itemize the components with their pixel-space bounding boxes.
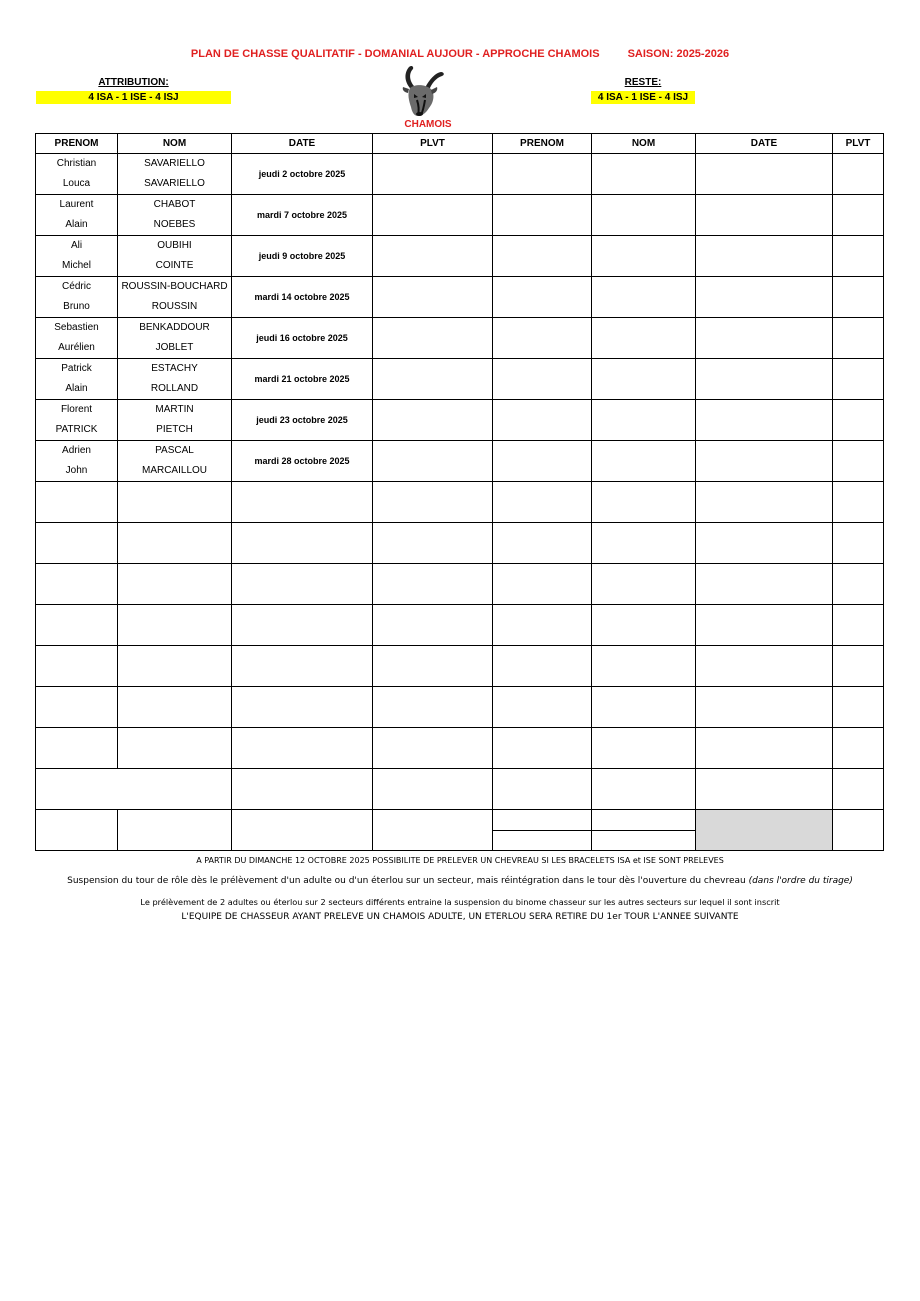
- prenom-2: Alain: [65, 219, 88, 230]
- suspension-italic: (dans l'ordre du tirage): [748, 876, 853, 886]
- prenom-2: Louca: [62, 178, 91, 189]
- empty-cell: [592, 195, 696, 236]
- prenom-1: Ali: [70, 240, 83, 251]
- empty-cell: [833, 400, 884, 441]
- empty-cell: [696, 154, 833, 195]
- prenom-1: Florent: [60, 404, 93, 415]
- prenom-cell: [36, 359, 118, 400]
- table-row: [36, 154, 884, 195]
- table-row: [36, 441, 884, 482]
- page-title: [0, 48, 920, 60]
- attribution-label: ATTRIBUTION:: [98, 77, 169, 88]
- empty-cell: [493, 277, 592, 318]
- suspension-text: Suspension du tour de rôle dès le prélèvement d'un adulte ou d'un éterlou sur un secteur, mais réintégration dans le tour dès l'ouverture du chevreau: [67, 876, 746, 886]
- prenom-1: Laurent: [59, 199, 94, 210]
- nom-1: ESTACHY: [151, 363, 198, 374]
- date-cell: jeudi 16 octobre 2025: [232, 318, 373, 359]
- empty-cell: [493, 318, 592, 359]
- chamois-label: CHAMOIS: [404, 119, 452, 130]
- nom-1: MARTIN: [155, 404, 194, 415]
- prenom-2: John: [65, 465, 88, 476]
- empty-row-merged: [36, 769, 884, 810]
- empty-cell: [833, 236, 884, 277]
- plvt-cell: [373, 359, 493, 400]
- table-row: [36, 195, 884, 236]
- nom-cell: [118, 441, 232, 482]
- prenom-1: Patrick: [61, 363, 92, 374]
- date-cell: jeudi 9 octobre 2025: [232, 236, 373, 277]
- empty-cell: [696, 318, 833, 359]
- prenom-cell: [36, 441, 118, 482]
- empty-cell: [592, 236, 696, 277]
- nom-2: SAVARIELLO: [144, 178, 205, 189]
- date-cell: mardi 28 octobre 2025: [232, 441, 373, 482]
- date-cell: jeudi 2 octobre 2025: [232, 154, 373, 195]
- empty-row-split: [36, 810, 884, 851]
- plvt-cell: [373, 318, 493, 359]
- nom-cell: [118, 195, 232, 236]
- empty-row: [36, 728, 884, 769]
- empty-cell: [833, 154, 884, 195]
- prenom-1: Christian: [56, 158, 97, 169]
- prenom-cell: [36, 277, 118, 318]
- prenom-2: PATRICK: [55, 424, 98, 435]
- table-row: [36, 359, 884, 400]
- nom-1: SAVARIELLO: [144, 158, 205, 169]
- nom-cell: [118, 277, 232, 318]
- nom-1: CHABOT: [153, 199, 196, 210]
- plvt-cell: [373, 236, 493, 277]
- plvt-cell: [373, 195, 493, 236]
- empty-cell: [833, 359, 884, 400]
- empty-row: [36, 646, 884, 687]
- header-date: DATE: [232, 134, 373, 154]
- header-nom-2: NOM: [592, 134, 696, 154]
- table-row: [36, 318, 884, 359]
- hunting-schedule-table: [35, 133, 884, 851]
- plan-title: PLAN DE CHASSE QUALITATIF - DOMANIAL AUJOUR - APPROCHE CHAMOIS: [190, 48, 600, 60]
- header-plvt: PLVT: [373, 134, 493, 154]
- table-row: [36, 400, 884, 441]
- empty-row: [36, 605, 884, 646]
- prenom-2: Bruno: [63, 301, 90, 312]
- empty-cell: [493, 154, 592, 195]
- empty-cell: [696, 400, 833, 441]
- date-cell: mardi 7 octobre 2025: [232, 195, 373, 236]
- empty-cell: [696, 195, 833, 236]
- empty-cell: [592, 441, 696, 482]
- header-prenom: PRENOM: [36, 134, 118, 154]
- empty-cell: [493, 359, 592, 400]
- nom-cell: [118, 236, 232, 277]
- attribution-value: 4 ISA - 1 ISE - 4 ISJ: [36, 91, 231, 104]
- plvt-cell: [373, 154, 493, 195]
- nom-2: COINTE: [155, 260, 194, 271]
- prenom-cell: [36, 195, 118, 236]
- header-nom: NOM: [118, 134, 232, 154]
- empty-cell: [592, 154, 696, 195]
- table-header-row: [36, 134, 884, 154]
- nom-cell: [118, 359, 232, 400]
- empty-cell: [696, 277, 833, 318]
- chamois-head-icon: [395, 64, 447, 118]
- empty-cell: [696, 236, 833, 277]
- empty-cell: [833, 318, 884, 359]
- date-cell: jeudi 23 octobre 2025: [232, 400, 373, 441]
- nom-2: ROUSSIN: [151, 301, 198, 312]
- empty-row: [36, 482, 884, 523]
- empty-cell: [493, 400, 592, 441]
- split-cell: [592, 810, 696, 851]
- empty-cell: [493, 441, 592, 482]
- table-row: [36, 277, 884, 318]
- prenom-2: Michel: [62, 260, 91, 271]
- prenom-1: Adrien: [62, 445, 91, 456]
- prenom-1: Cédric: [62, 281, 91, 292]
- two-sectors-note: Le prélèvement de 2 adultes ou éterlou sur 2 secteurs différents entraine la suspension du binome chasseur sur les autres secteurs sur lequel il sont inscrit: [140, 897, 780, 907]
- nom-cell: [118, 400, 232, 441]
- nom-1: OUBIHI: [157, 240, 192, 251]
- prenom-2: Aurélien: [58, 342, 95, 353]
- empty-cell: [592, 318, 696, 359]
- nom-2: NOEBES: [153, 219, 196, 230]
- nom-1: PASCAL: [155, 445, 194, 456]
- nom-1: ROUSSIN-BOUCHARD: [121, 281, 228, 292]
- chevreau-note: A PARTIR DU DIMANCHE 12 OCTOBRE 2025 POSSIBILITE DE PRELEVER UN CHEVREAU SI LES BRACELETS ISA et ISE SONT PRELEVES: [196, 856, 724, 865]
- reste-value: 4 ISA - 1 ISE - 4 ISJ: [591, 91, 695, 104]
- prenom-cell: [36, 400, 118, 441]
- plvt-cell: [373, 400, 493, 441]
- plvt-cell: [373, 277, 493, 318]
- greyed-cell: [696, 810, 833, 851]
- empty-cell: [833, 441, 884, 482]
- nom-cell: [118, 318, 232, 359]
- table-row: [36, 236, 884, 277]
- empty-cell: [833, 277, 884, 318]
- header-prenom-2: PRENOM: [493, 134, 592, 154]
- nom-2: MARCAILLOU: [141, 465, 207, 476]
- empty-cell: [493, 236, 592, 277]
- empty-cell: [696, 359, 833, 400]
- date-cell: mardi 14 octobre 2025: [232, 277, 373, 318]
- nom-1: BENKADDOUR: [139, 322, 210, 333]
- nom-2: PIETCH: [156, 424, 193, 435]
- prenom-cell: [36, 154, 118, 195]
- empty-row: [36, 523, 884, 564]
- empty-cell: [696, 441, 833, 482]
- empty-cell: [592, 359, 696, 400]
- reste-label: RESTE:: [624, 77, 662, 88]
- suspension-note: [0, 876, 920, 886]
- season-label: SAISON: 2025-2026: [627, 48, 730, 60]
- empty-row: [36, 687, 884, 728]
- date-cell: mardi 21 octobre 2025: [232, 359, 373, 400]
- nom-cell: [118, 154, 232, 195]
- empty-cell: [833, 195, 884, 236]
- plvt-cell: [373, 441, 493, 482]
- empty-row: [36, 564, 884, 605]
- equipe-note: L'EQUIPE DE CHASSEUR AYANT PRELEVE UN CHAMOIS ADULTE, UN ETERLOU SERA RETIRE DU 1er TOUR L'ANNEE SUIVANTE: [181, 912, 739, 922]
- prenom-2: Alain: [65, 383, 88, 394]
- split-cell: [493, 810, 592, 851]
- header-date-2: DATE: [696, 134, 833, 154]
- empty-cell: [592, 400, 696, 441]
- prenom-cell: [36, 236, 118, 277]
- nom-2: ROLLAND: [150, 383, 199, 394]
- empty-cell: [493, 195, 592, 236]
- empty-cell: [592, 277, 696, 318]
- prenom-1: Sebastien: [54, 322, 99, 333]
- prenom-cell: [36, 318, 118, 359]
- nom-2: JOBLET: [155, 342, 194, 353]
- header-plvt-2: PLVT: [833, 134, 884, 154]
